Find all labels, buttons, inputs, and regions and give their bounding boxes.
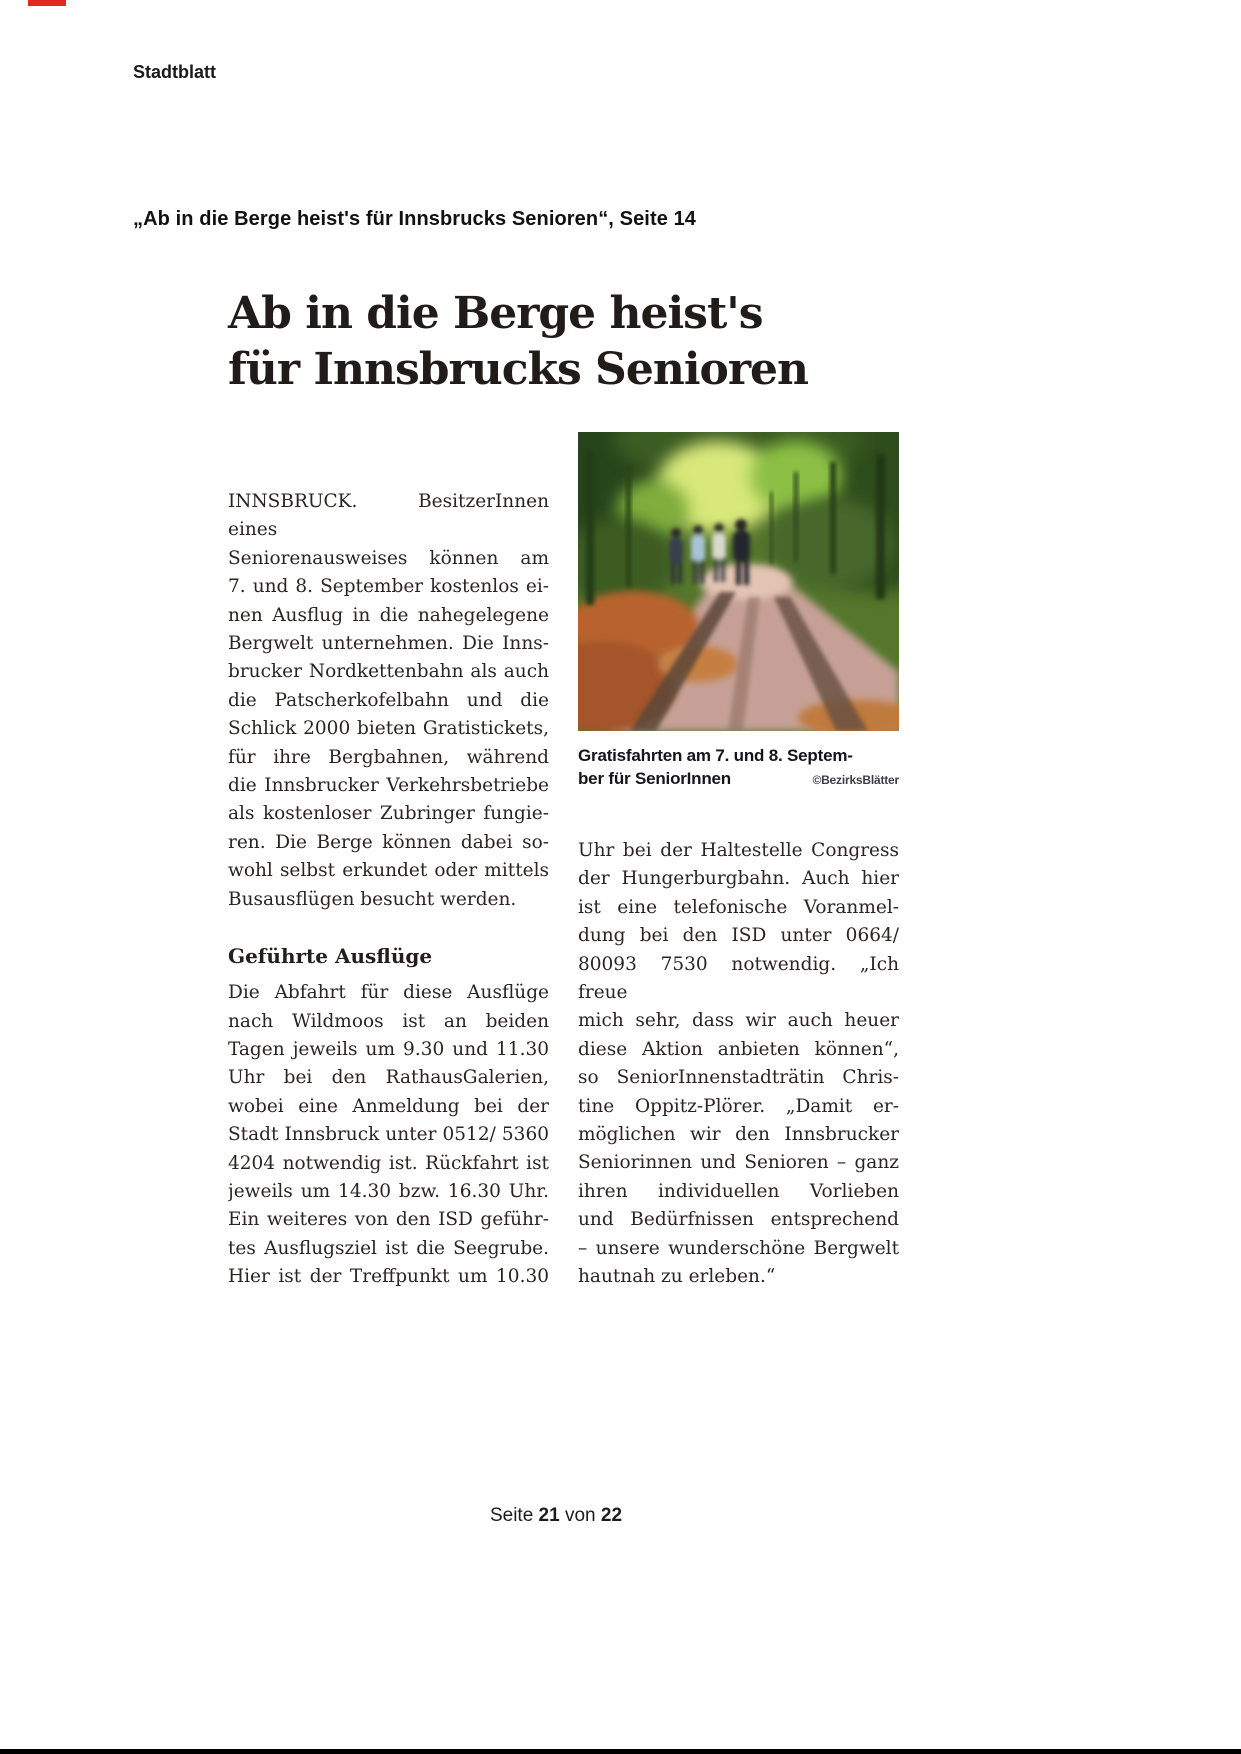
article-text-line: jeweils um 14.30 bzw. 16.30 Uhr. <box>228 1180 549 1202</box>
article-text-line: tes Ausflugsziel ist die Seegrube. <box>228 1237 549 1259</box>
article-text-line: ist eine telefonische Voranmel- <box>578 896 899 918</box>
article-text-line: wohl selbst erkundet oder mittels <box>228 860 549 882</box>
article-text-line: ihren individuellen Vorlieben <box>578 1180 899 1202</box>
page-footer <box>0 1505 1112 1527</box>
article-text-line: Tagen jeweils um 9.30 und 11.30 <box>228 1038 549 1060</box>
article-text-line: diese Aktion anbieten können“, <box>578 1038 899 1060</box>
article-text-line: so SeniorInnenstadträtin Chris- <box>578 1067 899 1089</box>
scan-edge-bar <box>0 1749 1241 1754</box>
headline-line-1: Ab in die Berge heist's <box>228 288 763 339</box>
article-text-line: nen Ausflug in die nahegelegene <box>228 604 549 626</box>
article-text-line: dung bei den ISD unter 0664/ <box>578 925 899 947</box>
article-text-line: Hier ist der Treffpunkt um 10.30 <box>228 1266 549 1288</box>
footer-current-page: 21 <box>538 1505 560 1526</box>
footer-label-of: von <box>564 1505 596 1526</box>
article-text-line: und Bedürfnissen entsprechend <box>578 1209 899 1231</box>
caption-line-1: Gratisfahrten am 7. und 8. Septem- <box>578 746 853 765</box>
article-text-line: tine Oppitz-Plörer. „Damit er- <box>578 1095 899 1117</box>
article-text-line: INNSBRUCK. BesitzerInnen eines <box>228 491 549 541</box>
newspaper-clipping <box>228 286 900 1292</box>
article-subhead: Geführte Ausflüge <box>228 944 433 969</box>
article-text-line: Uhr bei den RathausGalerien, <box>228 1067 549 1089</box>
article-text-line: Seniorenausweises können am <box>228 547 549 569</box>
article-photo <box>578 432 899 731</box>
scan-mark <box>28 0 66 6</box>
article-text-line: – unsere wunderschöne Bergwelt <box>578 1237 899 1259</box>
article-text-line: Schlick 2000 bieten Gratistickets, <box>228 718 549 740</box>
footer-label-page: Seite <box>489 1505 534 1526</box>
article-text-line: der Hungerburgbahn. Auch hier <box>578 868 899 890</box>
article-headline <box>228 286 900 398</box>
article-text-line: Die Abfahrt für diese Ausflüge <box>228 982 549 1004</box>
article-column-left <box>228 432 549 1292</box>
article-text-line: Seniorinnen und Senioren – ganz <box>578 1152 899 1174</box>
article-text-line: die Patscherkofelbahn und die <box>228 689 549 711</box>
article-text-line: 4204 notwendig ist. Rückfahrt ist <box>228 1152 549 1174</box>
photo-credit: ©BezirksBlätter <box>812 773 899 787</box>
lead-paragraph <box>228 488 549 914</box>
article-text-line: Busausflügen besucht werden. <box>228 888 517 910</box>
page-title: Stadtblatt <box>133 62 216 82</box>
article-text-line: 80093 7530 notwendig. „Ich freue <box>578 953 899 1004</box>
guided-tours-paragraph <box>228 979 549 1291</box>
article-column-right <box>578 432 899 1292</box>
article-text-line: brucker Nordkettenbahn als auch <box>228 661 549 683</box>
continuation-paragraph <box>578 837 899 1292</box>
article-text-line: als kostenloser Zubringer fungie- <box>228 803 549 825</box>
article-text-line: mich sehr, dass wir auch heuer <box>578 1010 899 1032</box>
article-text-line: Stadt Innsbruck unter 0512/ 5360 <box>228 1124 549 1146</box>
article-text-line: für ihre Bergbahnen, während <box>228 746 549 768</box>
photo-caption <box>578 744 899 790</box>
article-text-line: Ein weiteres von den ISD geführ- <box>228 1209 549 1231</box>
article-text-line: ren. Die Berge können dabei so- <box>228 831 549 853</box>
article-text-line: möglichen wir den Innsbrucker <box>578 1124 899 1146</box>
article-text-line: nach Wildmoos ist an beiden <box>228 1010 549 1032</box>
headline-line-2: für Innsbrucks Senioren <box>228 344 809 395</box>
article-reference-heading: „Ab in die Berge heist's für Innsbrucks Senioren“, Seite 14 <box>133 208 697 230</box>
footer-total-pages: 22 <box>600 1505 623 1526</box>
article-text-line: Uhr bei der Haltestelle Congress <box>578 840 899 861</box>
article-text-line: hautnah zu erleben.“ <box>578 1266 776 1288</box>
article-text-line: 7. und 8. September kostenlos ei- <box>228 576 549 598</box>
article-text-line: die Innsbrucker Verkehrsbetriebe <box>228 775 549 797</box>
article-text-line: wobei eine Anmeldung bei der <box>228 1095 549 1117</box>
article-text-line: Bergwelt unternehmen. Die Inns- <box>228 633 549 655</box>
caption-line-2: ber für SeniorInnen <box>578 769 731 788</box>
